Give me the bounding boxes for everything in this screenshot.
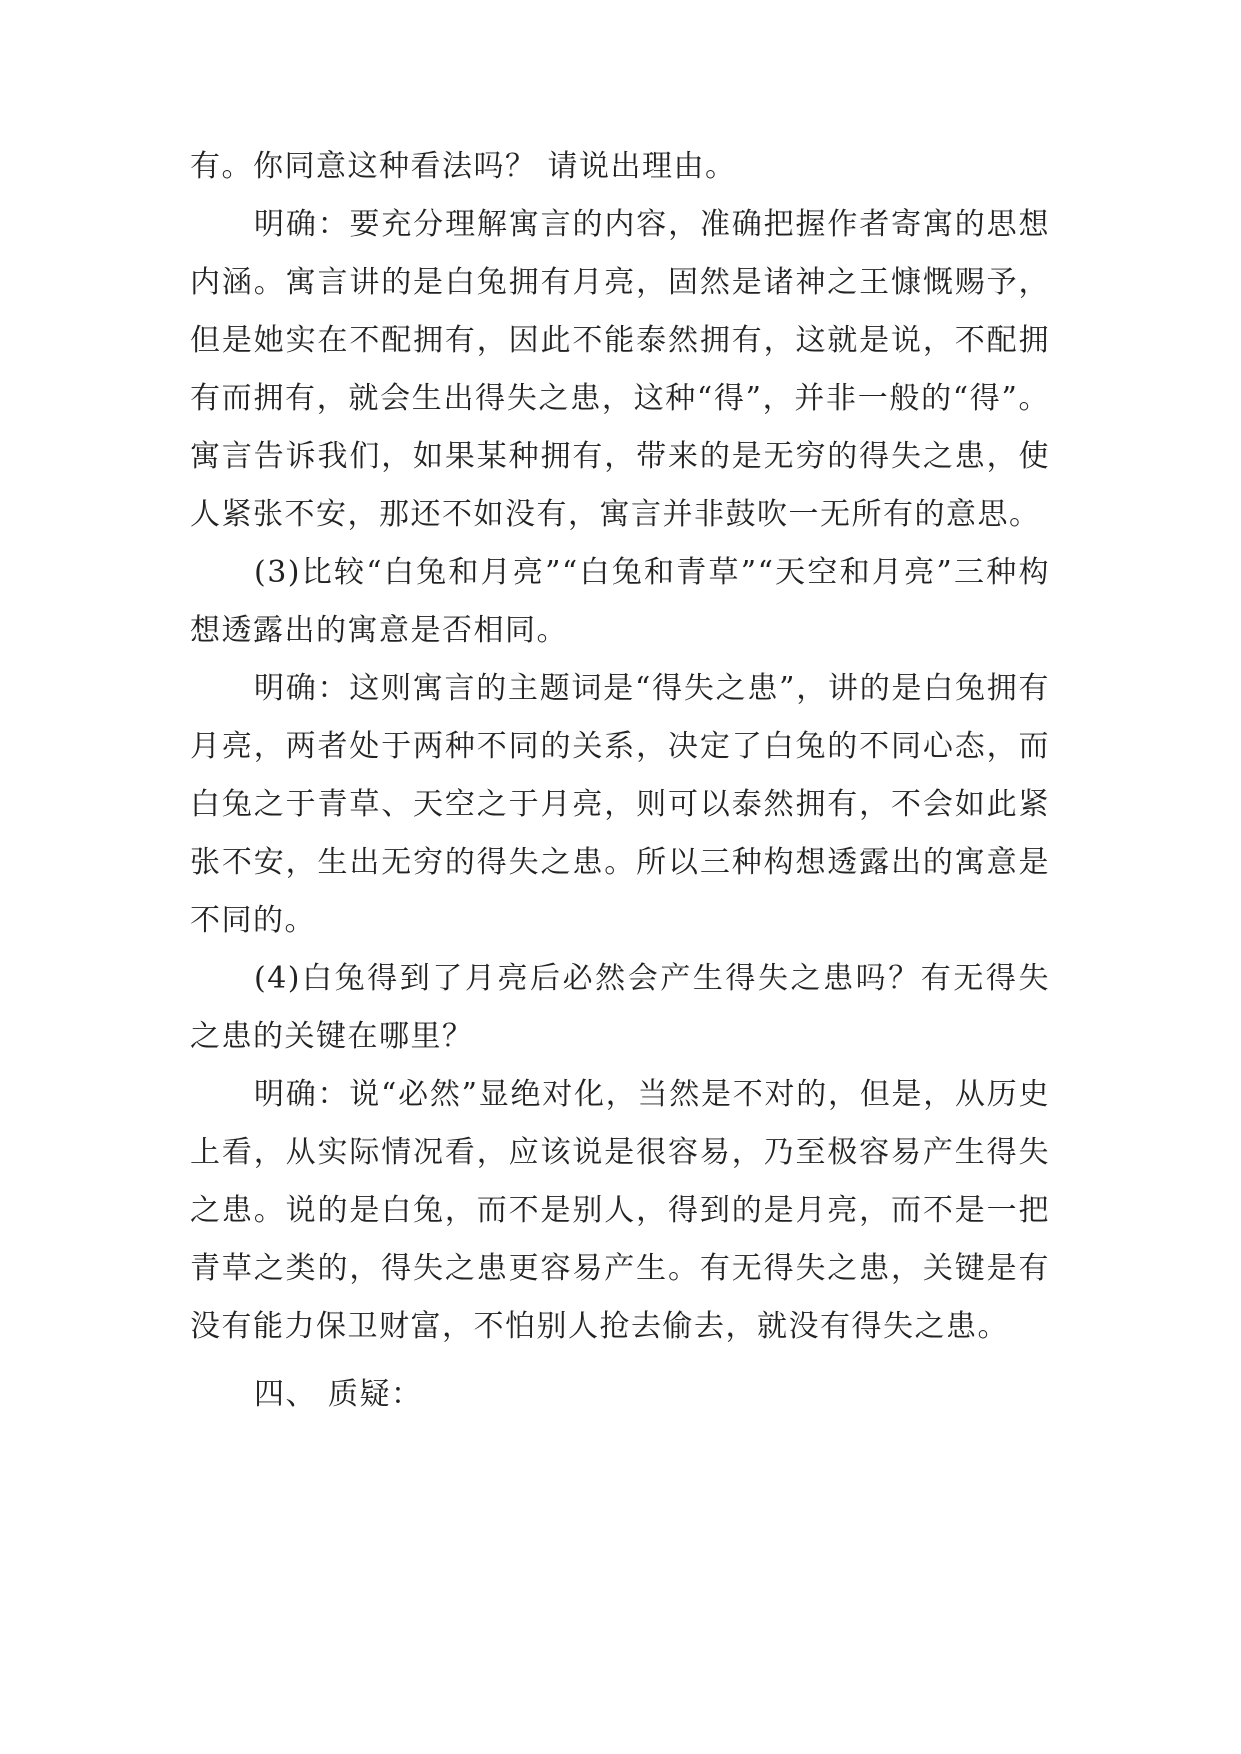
paragraph-question-end: 有。你同意这种看法吗？ 请说出理由。 (190, 149, 737, 184)
paragraph-answer-4: 明确：说“必然”显绝对化，当然是不对的，但是，从历史上看，从实际情况看，应该说是很容易，乃至极容易产生得失之患。说的是白兔，而不是别人，得到的是月亮，而不是一把青草之类的，得失之患更容易产生。有无得失之患，关键是有没有能力保卫财富，不怕别人抢去偷去，就没有得失之患。 (190, 1077, 1050, 1344)
paragraph-answer-1: 明确：要充分理解寓言的内容，准确把握作者寄寓的思想内涵。寓言讲的是白兔拥有月亮，固然是诸神之王慷慨赐予，但是她实在不配拥有，因此不能泰然拥有，这就是说，不配拥有而拥有，就会生出得失之患，这种“得”，并非一般的“得”。寓言告诉我们，如果某种拥有，带来的是无穷的得失之患，使人紧张不安，那还不如没有，寓言并非鼓吹一无所有的意思。 (190, 207, 1050, 532)
paragraph-question-3: (3)比较“白兔和月亮”“白兔和青草”“天空和月亮”三种构想透露出的寓意是否相同。 (190, 555, 1050, 648)
paragraph-question-4: (4)白兔得到了月亮后必然会产生得失之患吗？有无得失之患的关键在哪里？ (190, 961, 1050, 1054)
section-heading: 四、 质疑： (254, 1377, 423, 1412)
body-text (190, 138, 1050, 1424)
paragraph-answer-3: 明确：这则寓言的主题词是“得失之患”，讲的是白兔拥有月亮，两者处于两种不同的关系，决定了白兔的不同心态，而白兔之于青草、天空之于月亮，则可以泰然拥有，不会如此紧张不安，生出无穷的得失之患。所以三种构想透露出的寓意是不同的。 (190, 671, 1050, 938)
